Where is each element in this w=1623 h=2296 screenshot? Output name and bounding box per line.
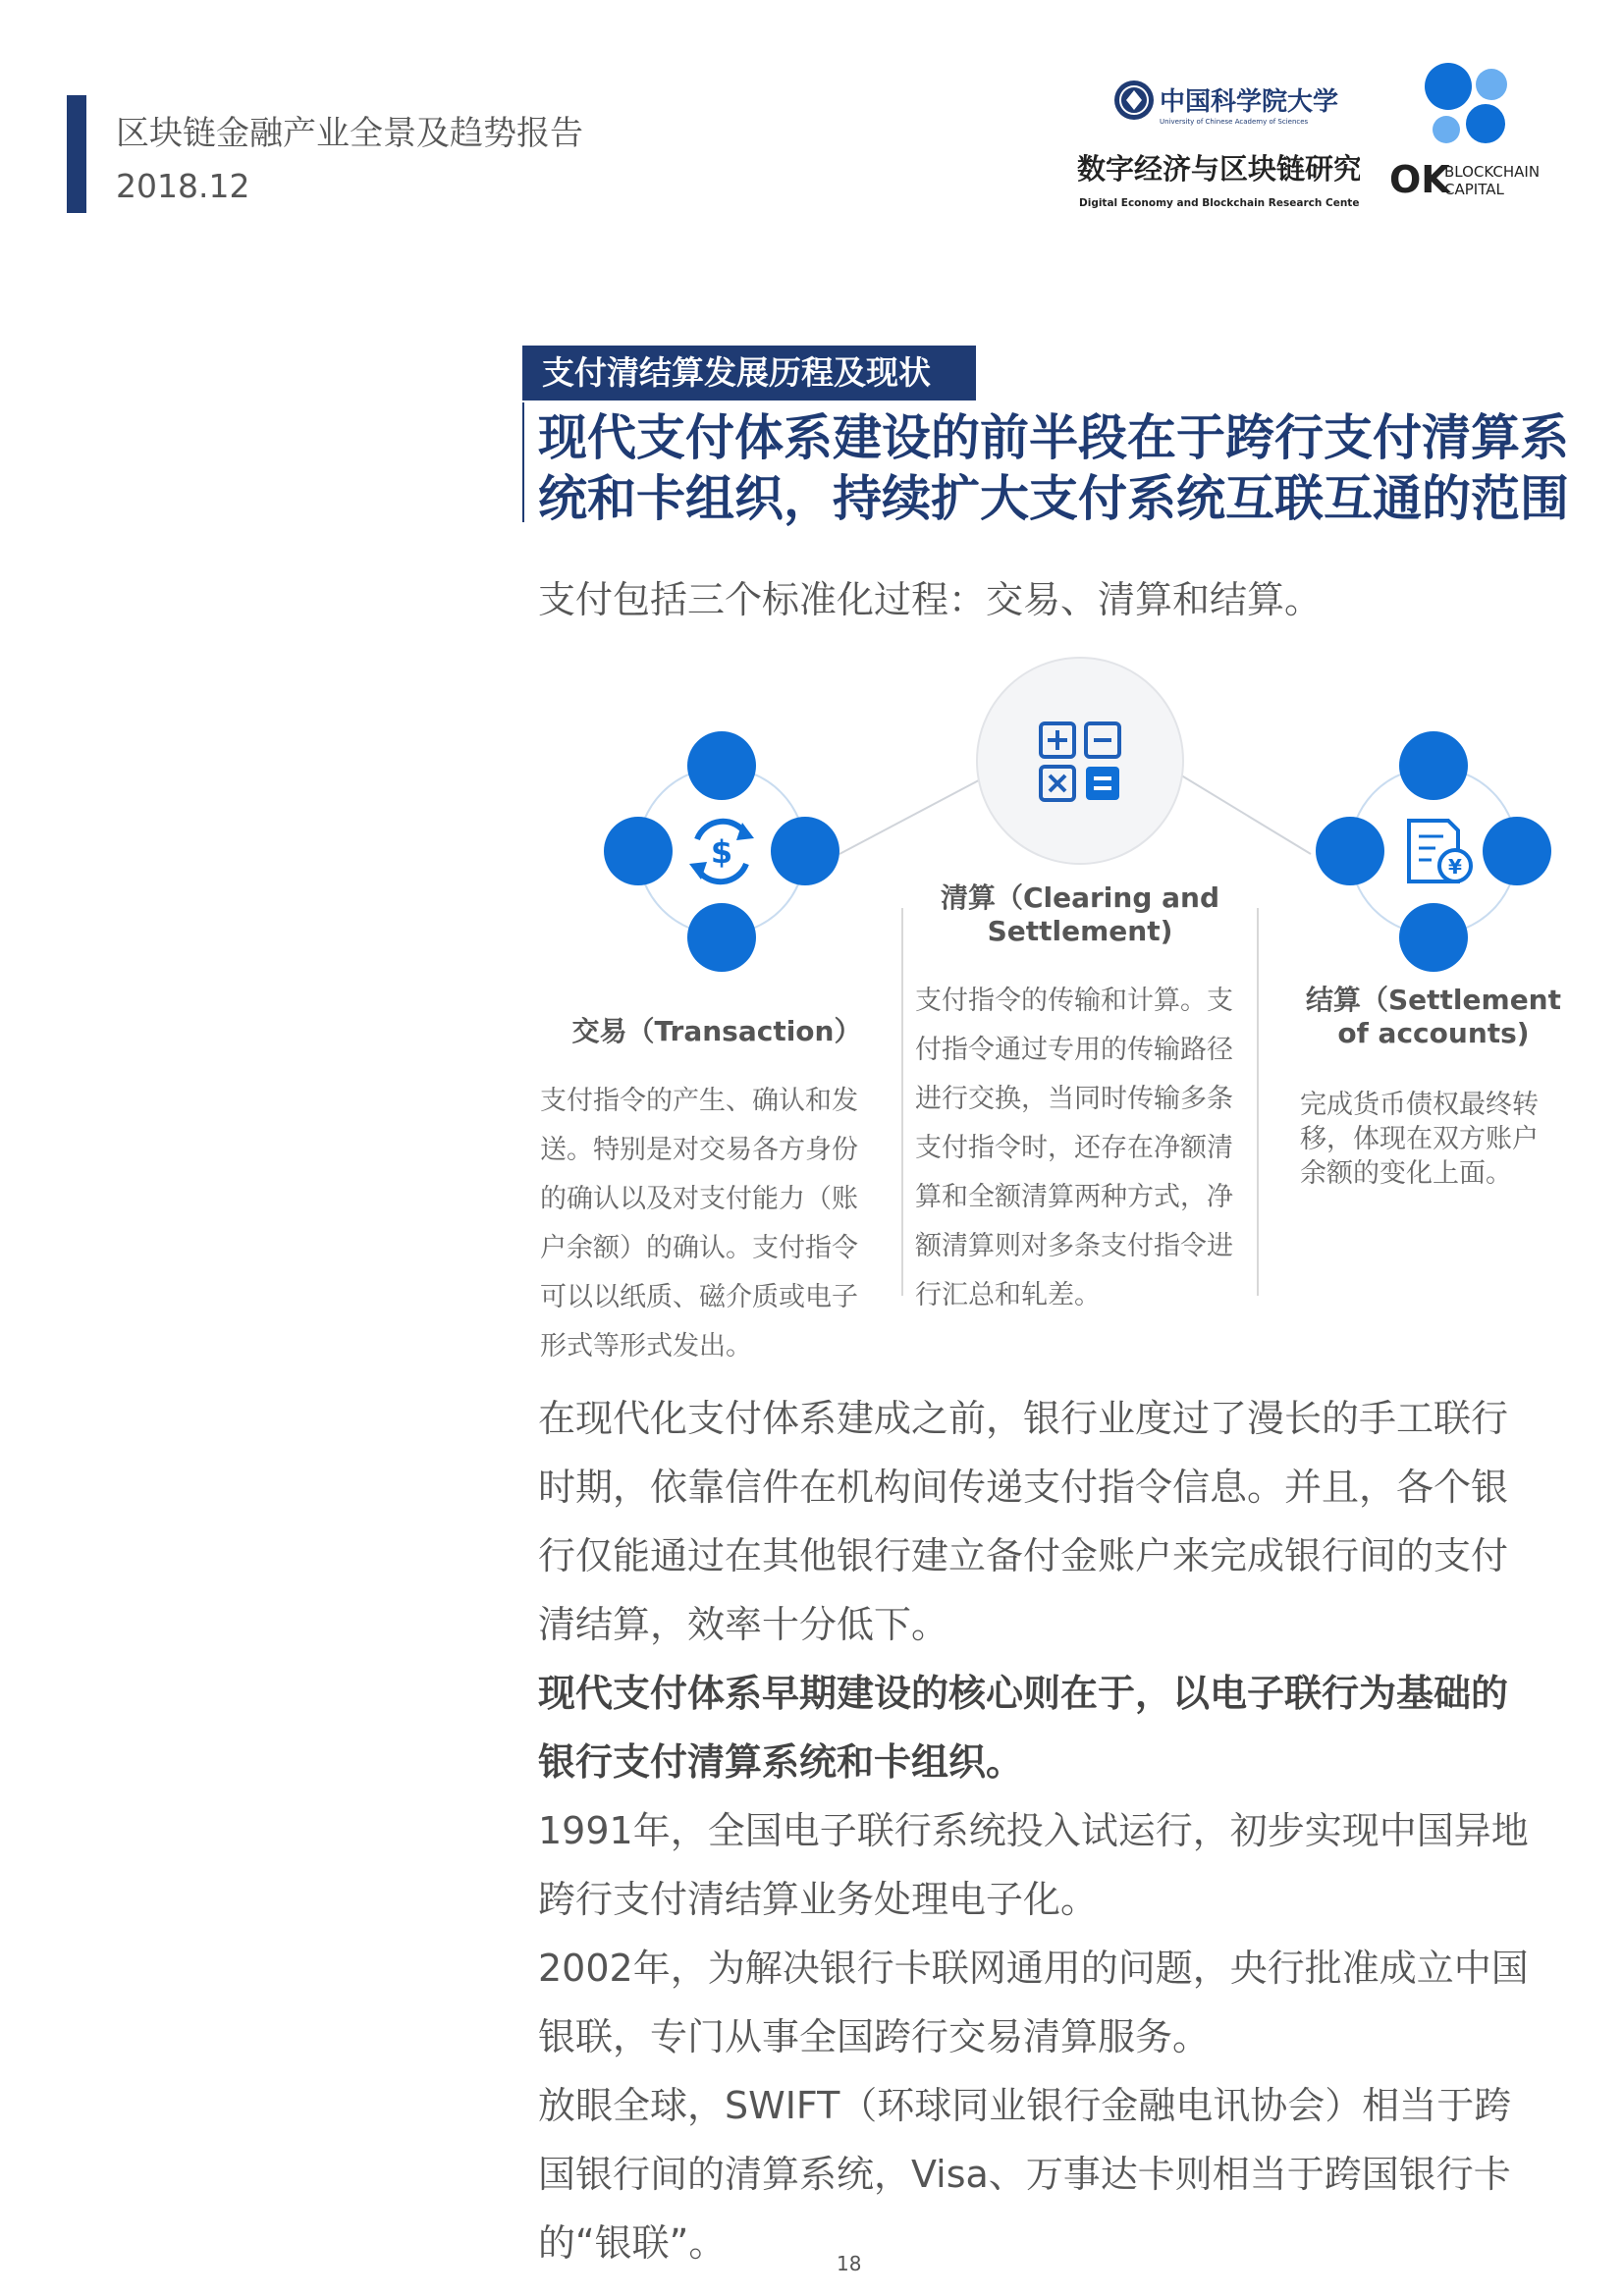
paragraph bbox=[538, 1934, 1579, 2071]
paragraph-line: 放眼全球，SWIFT（环球同业银行金融电讯协会）相当于跨 bbox=[538, 2084, 1512, 2127]
ucas-name-cn: 中国科学院大学 bbox=[1160, 87, 1339, 117]
clearing-desc-line: 行汇总和轧差。 bbox=[915, 1280, 1101, 1310]
settlement-caption-line: 结算（Settlement bbox=[1306, 984, 1561, 1016]
ucas-name-en: University of Chinese Academy of Sciences bbox=[1160, 118, 1309, 126]
paragraph-line: 2002年，为解决银行卡联网通用的问题，央行批准成立中国 bbox=[538, 1947, 1529, 1990]
svg-text:¥: ¥ bbox=[1448, 855, 1462, 879]
clearing-desc-line: 支付指令的传输和计算。支 bbox=[915, 986, 1233, 1016]
report-date: 2018.12 bbox=[116, 167, 250, 205]
ok-text: OK bbox=[1389, 158, 1450, 201]
ok-line2: CAPITAL bbox=[1444, 181, 1504, 198]
document-yen-icon bbox=[1409, 821, 1471, 881]
transaction-caption: 交易（Transaction） bbox=[571, 1015, 862, 1047]
ok-line1: BLOCKCHAIN bbox=[1444, 163, 1541, 181]
transaction-desc-line: 送。特别是对交易各方身份 bbox=[540, 1135, 858, 1165]
settlement-desc-line: 余额的变化上面。 bbox=[1300, 1158, 1512, 1189]
research-center-en: Digital Economy and Blockchain Research Center bbox=[1079, 197, 1360, 209]
intro-text: 支付包括三个标准化过程：交易、清算和结算。 bbox=[538, 578, 1323, 621]
transaction-desc-line: 的确认以及对支付能力（账 bbox=[540, 1184, 858, 1214]
ucas-seal-icon bbox=[1075, 69, 1360, 216]
settlement-cluster bbox=[1316, 731, 1551, 972]
transaction-cluster bbox=[604, 731, 839, 972]
settlement-desc-line: 完成货币债权最终转 bbox=[1300, 1090, 1539, 1120]
paragraph-line: 在现代化支付体系建成之前，银行业度过了漫长的手工联行 bbox=[538, 1397, 1509, 1440]
settlement-desc bbox=[1300, 1088, 1575, 1191]
paragraph-line: 跨行支付清结算业务处理电子化。 bbox=[538, 1878, 1099, 1921]
clearing-caption-line: 清算（Clearing and bbox=[940, 881, 1220, 914]
settlement-caption-line: of accounts) bbox=[1337, 1017, 1530, 1049]
report-title: 区块链金融产业全景及趋势报告 bbox=[116, 114, 583, 153]
clearing-caption-line: Settlement) bbox=[987, 915, 1173, 947]
clearing-desc-line: 算和全额清算两种方式，净 bbox=[915, 1182, 1233, 1212]
clearing-cluster bbox=[977, 658, 1183, 864]
clearing-desc-line: 额清算则对多条支付指令进 bbox=[915, 1231, 1233, 1261]
ucas-logo bbox=[1075, 69, 1360, 216]
paragraph bbox=[538, 1796, 1579, 1934]
paragraph-line: 银联，专门从事全国跨行交易清算服务。 bbox=[538, 2015, 1211, 2058]
paragraph bbox=[538, 1384, 1579, 1659]
transaction-desc-line: 户余额）的确认。支付指令 bbox=[540, 1233, 858, 1263]
page-number: 18 bbox=[837, 2252, 862, 2275]
headline-accent-line bbox=[522, 402, 524, 522]
transaction-desc-line: 可以以纸质、磁介质或电子 bbox=[540, 1282, 858, 1312]
ok-dots-icon bbox=[1380, 59, 1556, 206]
header-accent-bar bbox=[67, 95, 86, 213]
dollar-cycle-icon bbox=[689, 822, 754, 881]
transaction-desc-line: 支付指令的产生、确认和发 bbox=[540, 1086, 858, 1116]
divider-left bbox=[901, 908, 903, 1296]
clearing-desc-line: 支付指令时，还存在净额清 bbox=[915, 1133, 1233, 1163]
paragraph-line: 1991年，全国电子联行系统投入试运行，初步实现中国异地 bbox=[538, 1809, 1529, 1852]
transaction-desc-line: 形式等形式发出。 bbox=[540, 1331, 752, 1362]
ok-blockchain-capital-logo bbox=[1380, 59, 1556, 206]
research-center-cn: 数字经济与区块链研究 bbox=[1077, 152, 1360, 186]
transaction-desc bbox=[540, 1077, 884, 1371]
settlement-caption bbox=[1276, 984, 1591, 1050]
headline: 现代支付体系建设的前半段在于跨行支付清算系统和卡组织，持续扩大支付系统互联互通的范围 bbox=[538, 409, 1569, 527]
connector-line-right bbox=[1178, 774, 1311, 854]
paragraph-line: 的“银联”。 bbox=[538, 2221, 727, 2265]
connector-line-left bbox=[839, 774, 992, 854]
clearing-desc-line: 付指令通过专用的传输路径 bbox=[915, 1035, 1233, 1065]
clearing-desc bbox=[915, 977, 1259, 1320]
paragraph-line: 清结算，效率十分低下。 bbox=[538, 1603, 949, 1646]
settlement-desc-line: 移，体现在双方账户 bbox=[1300, 1124, 1539, 1154]
paragraph-line: 时期，依靠信件在机构间传递支付指令信息。并且，各个银 bbox=[538, 1466, 1509, 1509]
paragraph-line: 现代支付体系早期建设的核心则在于，以电子联行为基础的 bbox=[538, 1672, 1509, 1715]
clearing-caption bbox=[913, 881, 1247, 948]
svg-text:$: $ bbox=[710, 833, 733, 871]
clearing-desc-line: 进行交换，当同时传输多条 bbox=[915, 1084, 1233, 1114]
paragraph-line: 行仅能通过在其他银行建立备付金账户来完成银行间的支付 bbox=[538, 1534, 1509, 1577]
paragraph bbox=[538, 2071, 1579, 2277]
section-tag: 支付清结算发展历程及现状 bbox=[522, 346, 976, 400]
body-text bbox=[538, 1384, 1579, 2277]
paragraph-line: 国银行间的清算系统，Visa、万事达卡则相当于跨国银行卡 bbox=[538, 2153, 1511, 2196]
paragraph-emphasis bbox=[538, 1659, 1579, 1796]
paragraph-line: 银行支付清算系统和卡组织。 bbox=[538, 1740, 1024, 1784]
